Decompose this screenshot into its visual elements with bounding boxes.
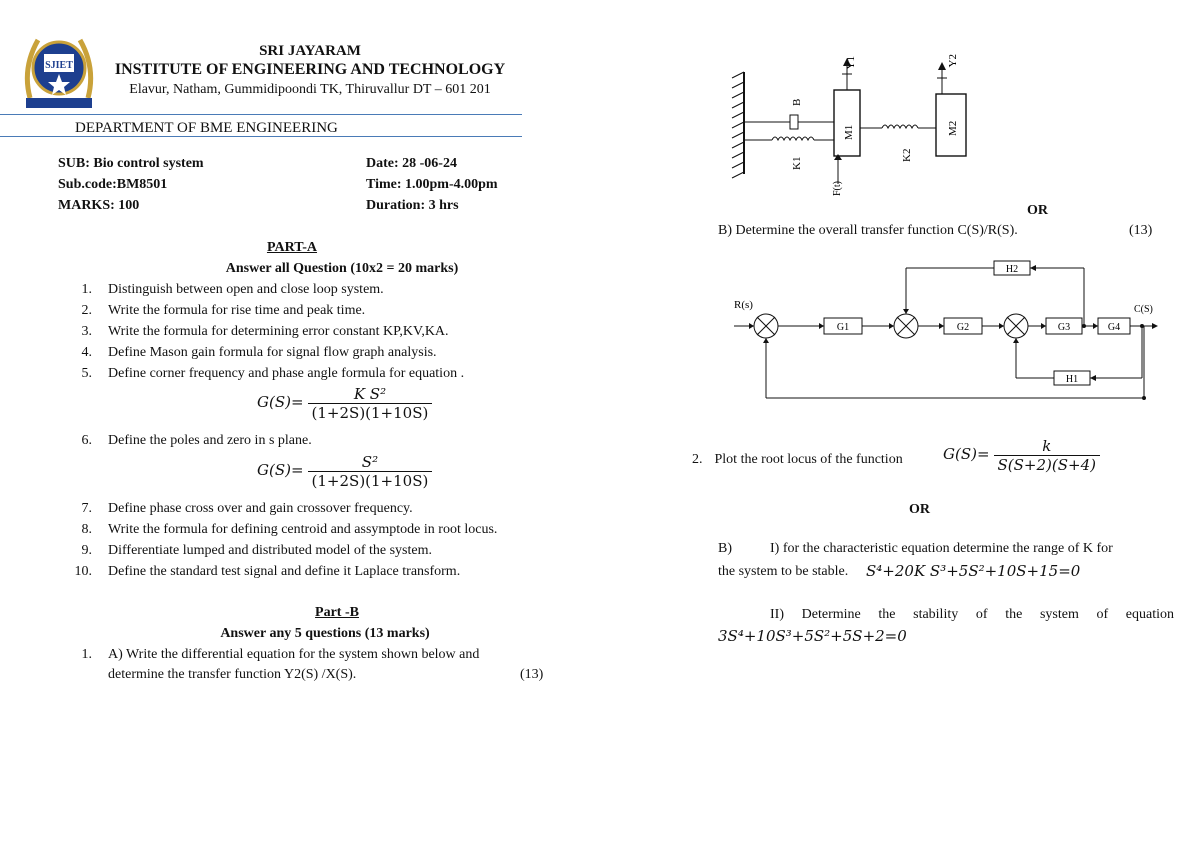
question-item: 4. Define Mason gain formula for signal flow graph analysis. bbox=[81, 345, 437, 360]
part-b-title: Part -B bbox=[315, 605, 359, 620]
total-marks: MARKS: 100 bbox=[58, 198, 140, 213]
question-item: 5. Define corner frequency and phase angle formula for equation . bbox=[81, 366, 465, 381]
label-g2: G2 bbox=[956, 322, 970, 333]
question-item: 3. Write the formula for determining error constant KP,KV,KA. bbox=[81, 324, 449, 339]
part-b-q2b-line1: I) for the characteristic equation determine the range of K for bbox=[770, 541, 1113, 556]
question-item: 7. Define phase cross over and gain crossover frequency. bbox=[81, 501, 413, 516]
equation-q6: G(S)= $\frac{\text{S²}}{(1+2S)(1+10S)}$ bbox=[257, 453, 432, 490]
label-output: C(S) bbox=[1134, 304, 1153, 315]
exam-time: Time: 1.00pm-4.00pm bbox=[366, 177, 498, 192]
question-item: 2. Write the formula for rise time and peak time. bbox=[81, 303, 366, 318]
part-a-instruction: Answer all Question (10x2 = 20 marks) bbox=[225, 261, 459, 276]
label-k2: K2 bbox=[901, 148, 913, 162]
header-rule-top bbox=[0, 114, 522, 115]
logo-text: SJIET bbox=[45, 60, 73, 71]
college-name-line2: INSTITUTE OF ENGINEERING AND TECHNOLOGY bbox=[114, 61, 506, 78]
college-address: Elavur, Natham, Gummidipoondi TK, Thiruvallur DT – 601 201 bbox=[129, 82, 491, 97]
part-b-q2: 2. Plot the root locus of the function bbox=[692, 452, 903, 467]
part-b-q1-marks: (13) bbox=[520, 667, 544, 682]
part-b-q1b: B) Determine the overall transfer function C(S)/R(S). bbox=[718, 223, 1018, 238]
equation-q2: G(S)= $\frac{k}{S(S+2)(S+4)}$ bbox=[943, 437, 1100, 474]
or-2: OR bbox=[909, 502, 930, 517]
part-b-q2b-line2: the system to be stable. bbox=[718, 564, 849, 579]
label-h1: H1 bbox=[1065, 374, 1079, 385]
equation-q5: G(S)= $\frac{\text{K S²}}{(1+2S)(1+10S)}$ bbox=[257, 385, 432, 422]
subject-code: Sub.code:BM8501 bbox=[58, 177, 168, 192]
label-h2: H2 bbox=[1005, 264, 1019, 275]
question-item: 6. Define the poles and zero in s plane. bbox=[81, 433, 312, 448]
exam-date: Date: 28 -06-24 bbox=[366, 156, 457, 171]
block-diagram bbox=[732, 256, 1160, 406]
question-item: 1. Distinguish between open and close loop system. bbox=[81, 282, 384, 297]
label-input: R(s) bbox=[734, 299, 753, 311]
part-b-q2b-label: B) bbox=[718, 541, 732, 556]
label-g4: G4 bbox=[1107, 322, 1121, 333]
label-force: F(t) bbox=[832, 181, 843, 196]
question-item: 9. Differentiate lumped and distributed model of the system. bbox=[81, 543, 432, 558]
equation-q2b: S⁴+20K S³+5S²+10S+15=0 bbox=[866, 562, 1081, 580]
label-g1: G1 bbox=[836, 322, 850, 333]
part-b-instruction: Answer any 5 questions (13 marks) bbox=[220, 626, 430, 641]
college-name-line1: SRI JAYARAM bbox=[259, 43, 361, 59]
exam-duration: Duration: 3 hrs bbox=[366, 198, 459, 213]
subject: SUB: Bio control system bbox=[58, 156, 204, 171]
question-item: 8. Write the formula for defining centroid and assymptode in root locus. bbox=[81, 522, 498, 537]
mechanical-system-diagram bbox=[728, 44, 968, 200]
department-title: DEPARTMENT OF BME ENGINEERING bbox=[75, 120, 338, 136]
label-m1: M1 bbox=[843, 124, 855, 140]
part-b-q1: 1. A) Write the differential equation for the system shown below and bbox=[81, 647, 480, 662]
part-b-q1-line2: determine the transfer function Y2(S) /X(S). bbox=[108, 667, 357, 682]
header-rule-bottom bbox=[0, 136, 522, 137]
part-b-q2b-ii: II) Determine the stability of the system of equation bbox=[770, 607, 1174, 622]
question-item: 10. Define the standard test signal and define it Laplace transform. bbox=[74, 564, 461, 579]
part-b-q1b-marks: (13) bbox=[1129, 223, 1153, 238]
label-k1: K1 bbox=[791, 156, 803, 170]
equation-q2b-ii: 3S⁴+10S³+5S²+5S+2=0 bbox=[718, 627, 907, 645]
label-g3: G3 bbox=[1057, 322, 1071, 333]
part-a-title: PART-A bbox=[266, 240, 318, 255]
or-1: OR bbox=[1027, 203, 1048, 218]
label-y2: Y2 bbox=[947, 54, 959, 68]
label-y1: Y1 bbox=[845, 56, 857, 70]
label-m2: M2 bbox=[947, 120, 959, 136]
college-logo bbox=[20, 28, 98, 112]
label-b: B bbox=[791, 98, 803, 106]
